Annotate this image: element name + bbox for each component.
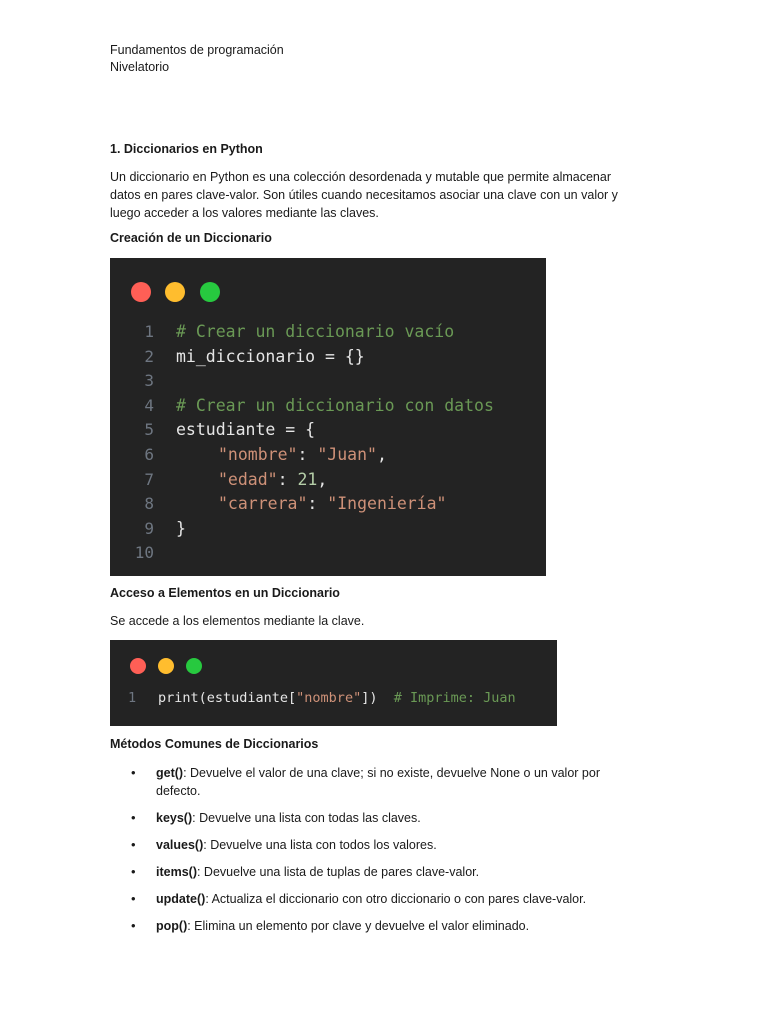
method-description: : Devuelve una lista de tuplas de pares clave-valor. <box>196 865 480 879</box>
code-line: mi_diccionario = {} <box>176 346 365 366</box>
code-separator: : <box>297 445 318 464</box>
line-number: 8 <box>144 494 154 514</box>
section-title: 1. Diccionarios en Python <box>110 142 263 156</box>
code-value: "Ingeniería" <box>327 494 447 514</box>
list-item <box>110 836 630 854</box>
access-paragraph: Se accede a los elementos mediante la clave. <box>110 614 365 628</box>
yellow-dot-icon <box>158 658 174 674</box>
code-value: 21 <box>297 469 318 489</box>
red-dot-icon <box>131 282 151 302</box>
code-line <box>218 443 387 468</box>
line-number: 7 <box>144 469 154 489</box>
method-description: : Elimina un elemento por clave y devuelve el valor eliminado. <box>187 919 530 933</box>
list-item <box>110 764 630 800</box>
access-heading: Acceso a Elementos en un Diccionario <box>110 586 340 600</box>
code-punctuation: , <box>376 445 387 464</box>
line-number: 4 <box>144 395 154 415</box>
method-description: : Devuelve una lista con todas las claves. <box>192 811 421 825</box>
code-value: "Juan" <box>317 445 377 464</box>
methods-heading: Métodos Comunes de Diccionarios <box>110 737 319 751</box>
red-dot-icon <box>130 658 146 674</box>
code-block-creation <box>110 258 546 576</box>
method-name: keys() <box>156 811 193 825</box>
intro-paragraph: Un diccionario en Python es una colección desordenada y mutable que permite almacenar datos en pares clave-valor. Son útiles cuando necesitamos asociar una clave con un valor y luego acceder a los valores mediante las claves. <box>110 170 618 220</box>
method-description: : Devuelve el valor de una clave; si no existe, devuelve None o un valor por defecto. <box>156 766 600 798</box>
line-number: 3 <box>144 371 154 391</box>
method-name: values() <box>156 838 204 852</box>
code-punctuation: ]) <box>361 690 394 706</box>
method-name: update() <box>156 892 206 906</box>
line-numbers <box>110 320 154 566</box>
code-separator: : <box>277 469 298 489</box>
code-key: "nombre" <box>296 690 362 706</box>
code-comment-line: # Crear un diccionario vacío <box>176 322 455 341</box>
method-name: items() <box>156 865 197 879</box>
line-number: 5 <box>144 420 154 440</box>
line-number: 1 <box>128 690 137 706</box>
list-item <box>110 917 630 935</box>
code-punctuation: , <box>317 469 328 489</box>
yellow-dot-icon <box>165 282 185 302</box>
method-name: get() <box>156 766 184 780</box>
line-number: 9 <box>144 518 154 538</box>
code-line: estudiante = { <box>176 420 316 440</box>
method-description: : Actualiza el diccionario con otro diccionario o con pares clave-valor. <box>205 892 587 906</box>
code-call: print(estudiante[ <box>158 690 297 706</box>
code-line <box>158 690 516 706</box>
code-separator: : <box>307 494 328 514</box>
code-comment: # Imprime: Juan <box>393 690 516 706</box>
code-line: } <box>176 518 186 538</box>
line-number: 2 <box>144 346 154 366</box>
list-item <box>110 890 630 908</box>
course-subtitle: Nivelatorio <box>110 60 170 74</box>
line-number: 1 <box>144 322 154 341</box>
code-block-access <box>110 640 557 726</box>
code-line <box>218 492 447 517</box>
creation-heading: Creación de un Diccionario <box>110 231 272 245</box>
methods-list <box>110 764 630 944</box>
line-number: 6 <box>144 444 154 464</box>
line-number: 10 <box>134 543 154 563</box>
code-key: "nombre" <box>218 445 298 464</box>
code-key: "carrera" <box>218 494 308 514</box>
method-description: : Devuelve una lista con todos los valores. <box>203 838 437 852</box>
list-item <box>110 809 630 827</box>
green-dot-icon <box>186 658 202 674</box>
code-comment-line: # Crear un diccionario con datos <box>176 395 494 415</box>
list-item <box>110 863 630 881</box>
document-header <box>110 42 650 76</box>
course-title: Fundamentos de programación <box>110 43 284 57</box>
method-name: pop() <box>156 919 188 933</box>
code-key: "edad" <box>218 469 278 489</box>
code-line <box>218 468 327 493</box>
document-page <box>110 42 650 933</box>
green-dot-icon <box>200 282 220 302</box>
